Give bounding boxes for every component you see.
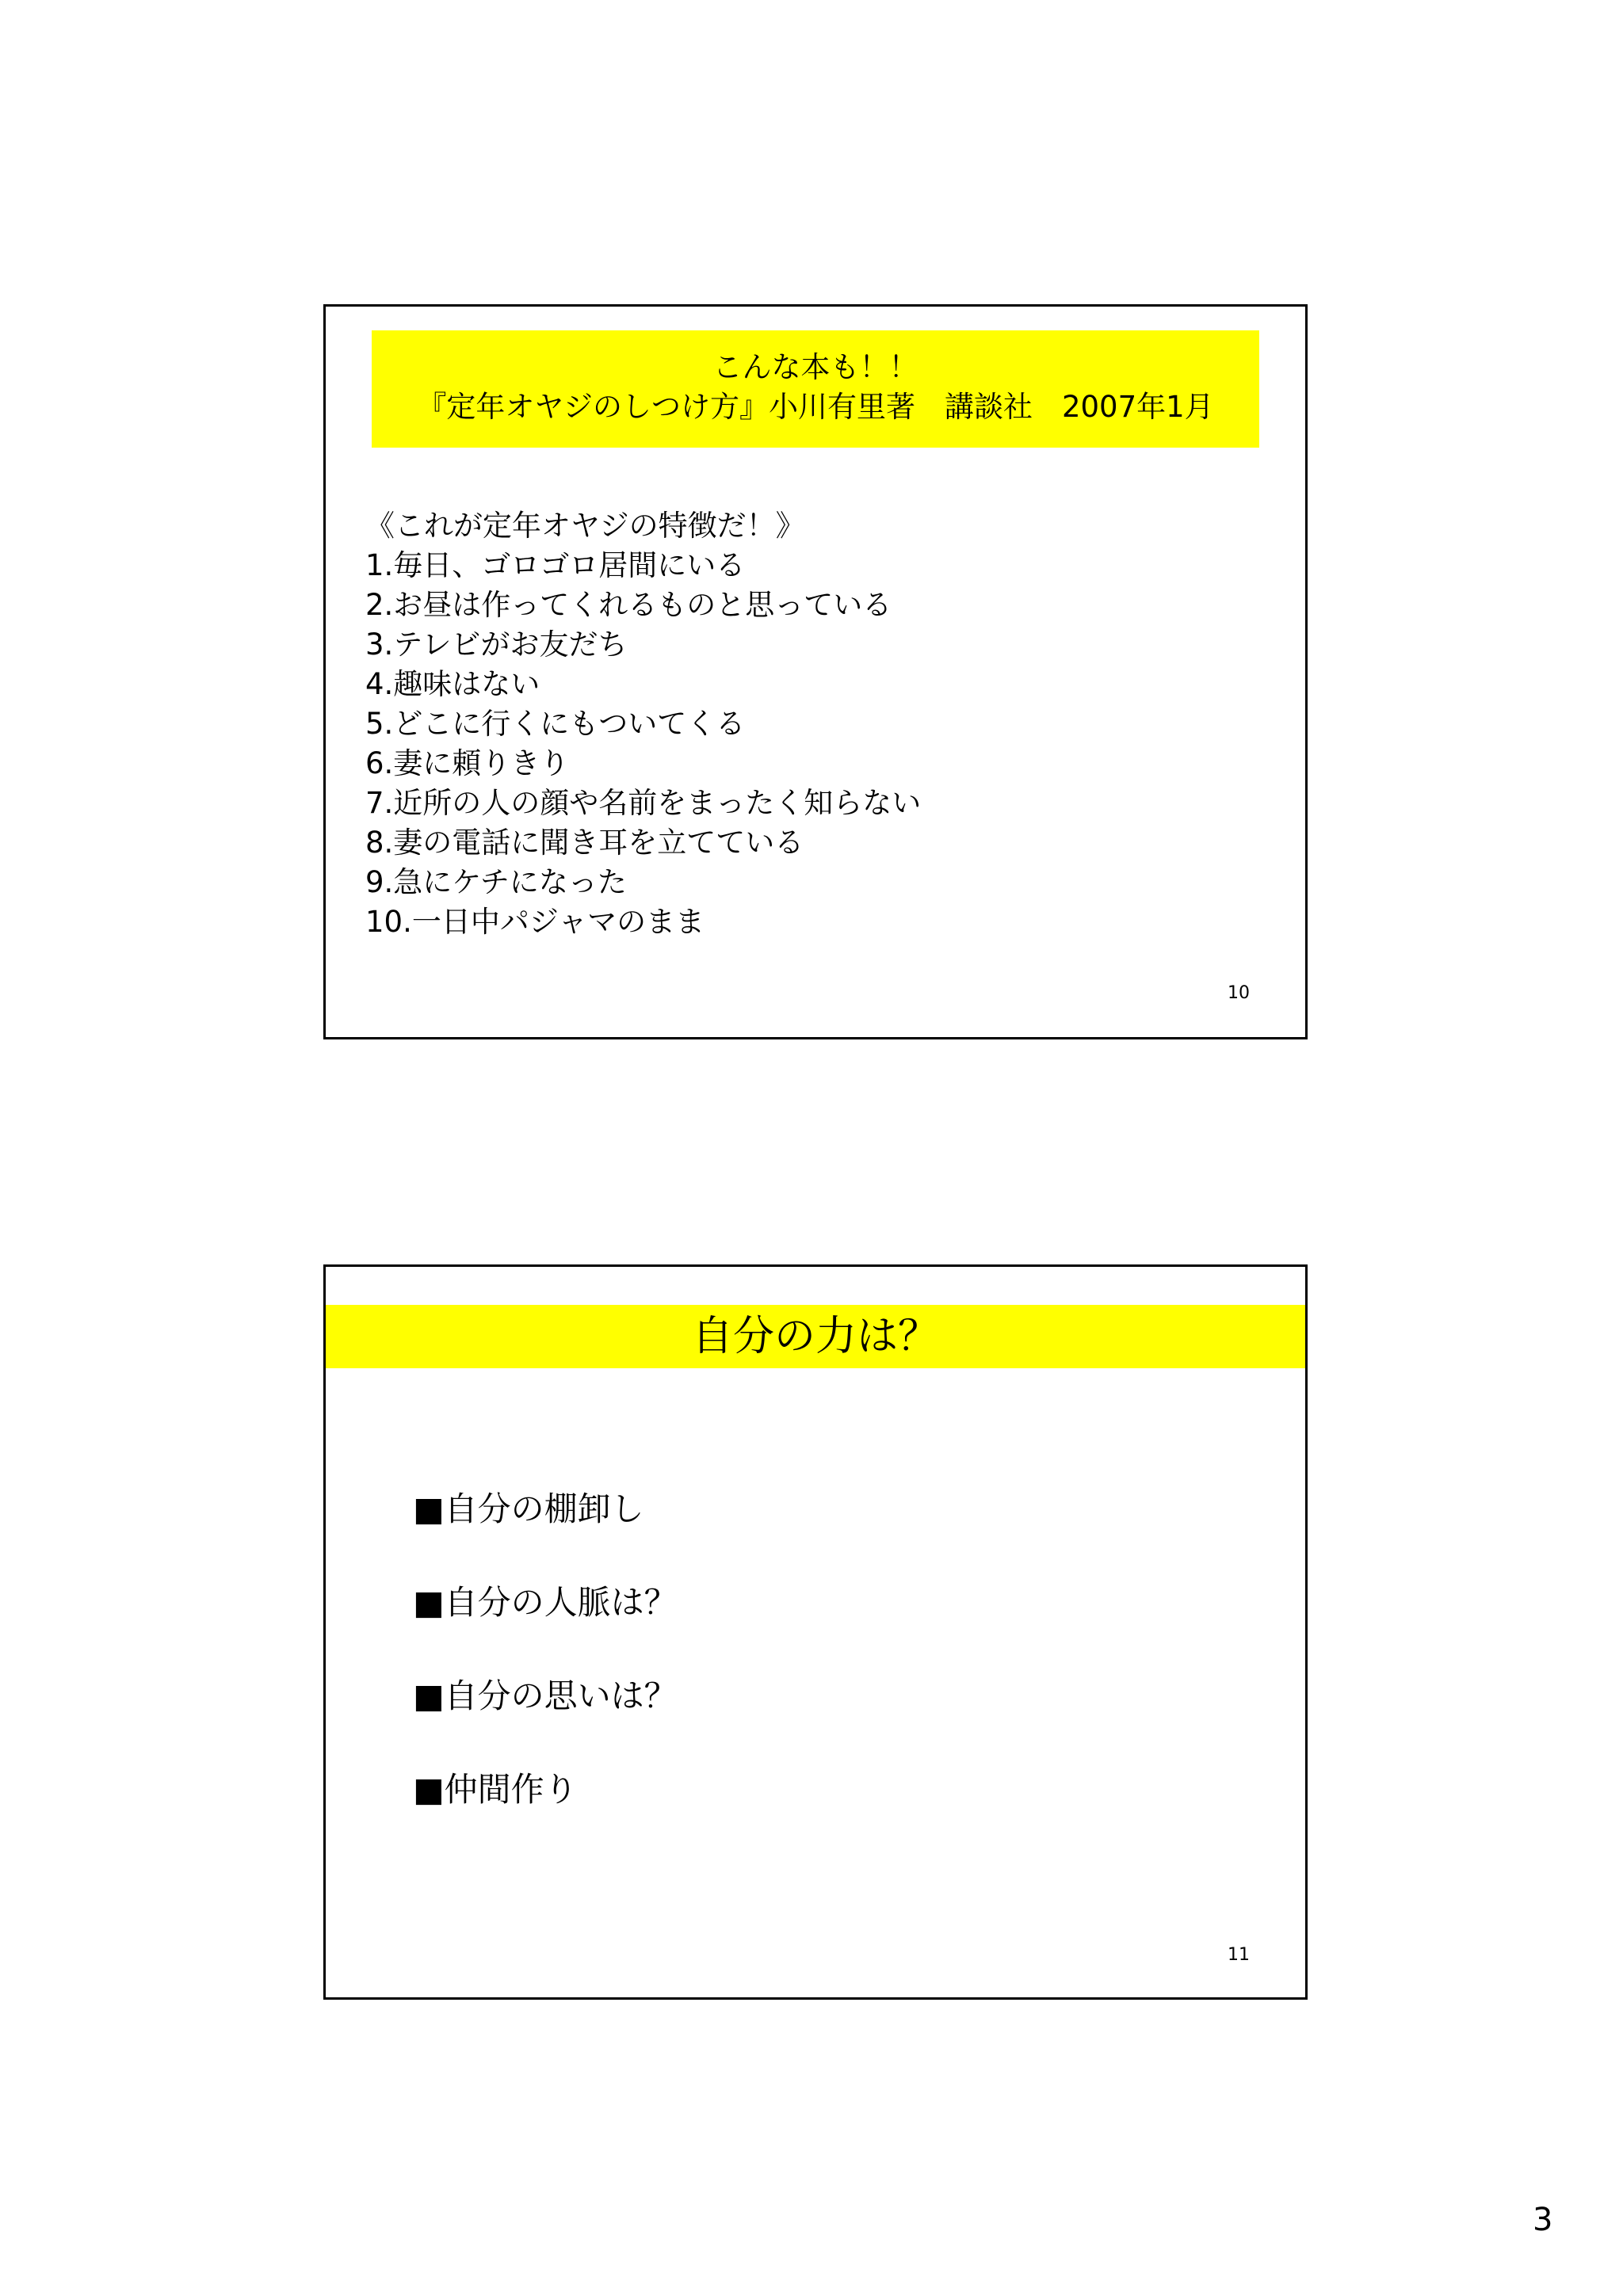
book-banner	[372, 330, 1259, 448]
list-item: 5.どこに行くにもついてくる	[365, 707, 746, 741]
slide-number: 10	[1228, 983, 1250, 1003]
list-item: 4.趣味はない	[365, 667, 540, 701]
slide-10	[323, 304, 1308, 1039]
list-item: 9.急にケチになった	[365, 865, 627, 899]
bullet-list	[413, 1487, 678, 1861]
slide-11	[323, 1264, 1308, 2000]
title-banner	[326, 1305, 1305, 1368]
list-item: ■自分の思いは？	[413, 1676, 678, 1715]
banner-line-2: 『定年オヤジのしつけ方』小川有里著 講談社 2007年1月	[417, 390, 1214, 424]
banner-line-1: こんな本も！！	[712, 350, 918, 384]
list-item: 7.近所の人の顔や名前をまったく知らない	[365, 786, 922, 820]
slide-number: 11	[1228, 1945, 1250, 1965]
list-item: 3.テレビがお友だち	[365, 627, 628, 662]
list-item: 1.毎日、ゴロゴロ居間にいる	[365, 548, 746, 582]
slide-title: 自分の力は？	[691, 1313, 939, 1360]
list-item: ■自分の棚卸し	[413, 1489, 644, 1528]
list-item: ■仲間作り	[413, 1770, 578, 1809]
traits-heading: 《これが定年オヤジの特徴だ！》	[365, 509, 805, 543]
traits-list	[365, 506, 1237, 942]
list-item: 6.妻に頼りきり	[365, 746, 570, 780]
page-number: 3	[1533, 2202, 1553, 2238]
list-item: 2.お昼は作ってくれるものと思っている	[365, 588, 892, 622]
list-item: ■自分の人脈は？	[413, 1583, 678, 1622]
list-item: 10.一日中パジャマのまま	[365, 905, 705, 939]
list-item: 8.妻の電話に聞き耳を立てている	[365, 826, 804, 860]
